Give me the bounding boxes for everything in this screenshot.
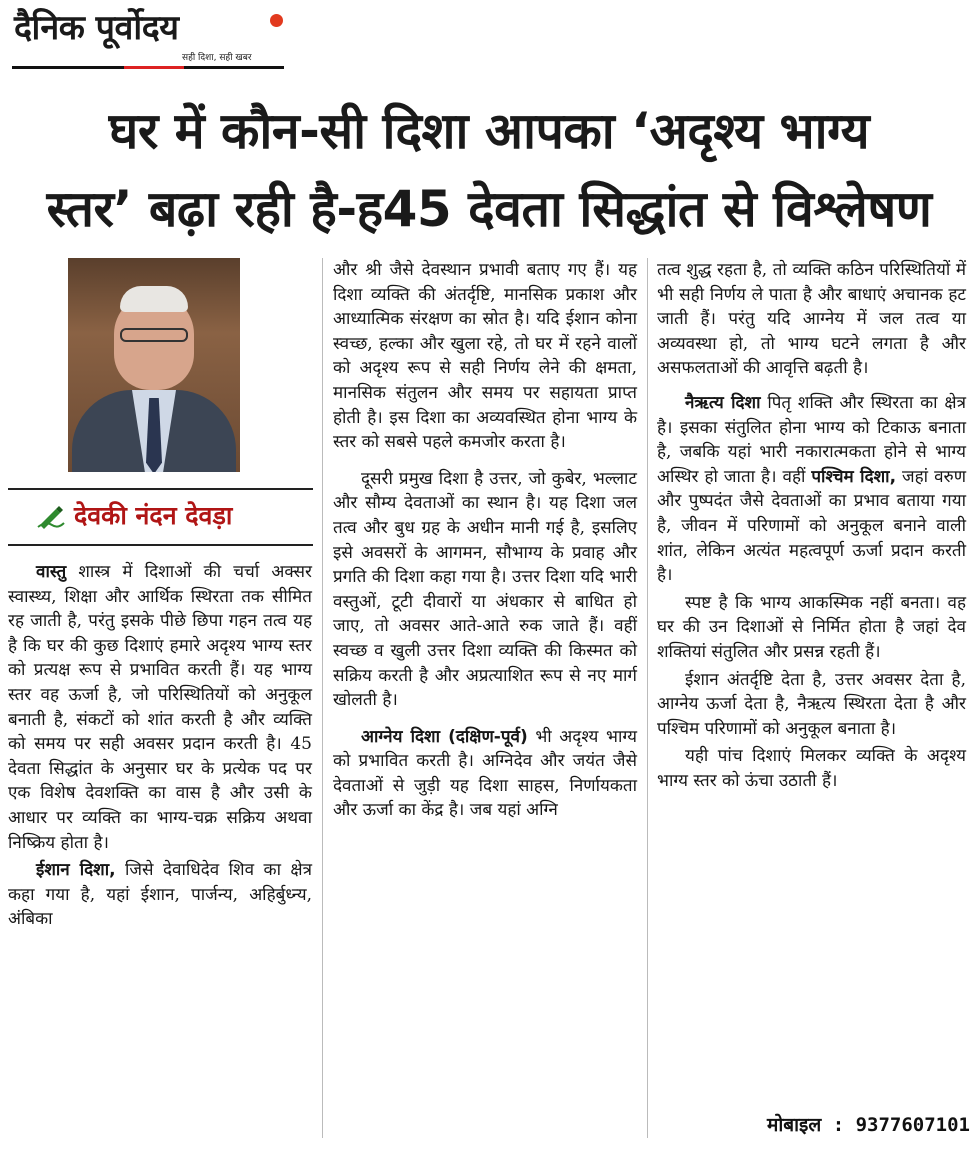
paragraph-lead: नैऋत्य दिशा bbox=[685, 392, 761, 413]
headline bbox=[8, 92, 970, 248]
article-paragraph: तत्व शुद्ध रहता है, तो व्यक्ति कठिन परिस्थितियों में भी सही निर्णय ले पाता है और बाधाएं अचानक हट जाती हैं। परंतु यदि आग्नेय में जल तत्व या अव्यवस्था हो, तो भाग्य घटने लगता है और असफलताओं की आवृत्ति बढ़ती है। bbox=[657, 260, 966, 379]
article-paragraph: दूसरी प्रमुख दिशा है उत्तर, जो कुबेर, भल्लाट और सौम्य देवताओं का स्थान है। यह दिशा जल तत्व और बुध ग्रह के अधीन मानी गई है, इसलिए इसे अवसरों के आगमन, सौभाग्य के प्रवाह और प्रगति की दिशा कहा गया है। उत्तर दिशा यदि भारी वस्तुओं, टूटी दीवारों या अंधकार से बाधित हो जाए, तो अवसर आते-आते रुक जाते हैं। वहीं स्वच्छ व खुली उत्तर दिशा व्यक्ति की किस्मत को सक्रिय करती है और अप्रत्याशित रूप से नए मार्ग खोलती है। bbox=[333, 468, 637, 711]
logo-dot-icon bbox=[270, 14, 283, 27]
byline-bottom-rule bbox=[8, 544, 313, 546]
article-paragraph: यही पांच दिशाएं मिलकर व्यक्ति के अदृश्य भाग्य स्तर को ऊंचा उठाती हैं। bbox=[657, 746, 966, 791]
contact-line bbox=[720, 1112, 970, 1138]
photo-glasses bbox=[120, 328, 188, 342]
paragraph-text: शास्त्र में दिशाओं की चर्चा अक्सर स्वास्थ्य, शिक्षा और आर्थिक स्थिरता तक सीमित रह जाती है, परंतु इसके पीछे छिपा गहन तत्व यह है कि घर की कुछ दिशाएं हमारे अदृश्य भाग्य स्तर को प्रत्यक्ष रूप से प्रभावित करती हैं। यह भाग्य स्तर वह ऊर्जा है, जो परिस्थितियों को अनुकूल बनाती है, संकटों को शांत करती है और व्यक्ति को समय पर सही अवसर प्रदान करती है। 45 देवता सिद्धांत के अनुसार घर के प्रत्येक पद पर एक विशेष देवशक्ति का वास है और उसी के आधार पर व्यक्ति का भाग्य-चक्र सक्रिय अथवा निष्क्रिय होता है। bbox=[8, 562, 312, 853]
paragraph-lead: आग्नेय दिशा (दक्षिण-पूर्व) bbox=[361, 726, 528, 747]
headline-line-1: घर में कौन-सी दिशा आपका ‘अदृश्य भाग्य bbox=[108, 102, 870, 160]
paragraph-text: जहां वरुण और पुष्पदंत जैसे देवताओं का प्रभाव बताया गया है, जीवन में परिणामों को अनुकूल बनाने वाली शांत, लेकिन अत्यंत महत्वपूर्ण ऊर्जा प्रदान करती है। bbox=[657, 466, 966, 586]
author-byline bbox=[8, 497, 313, 535]
column-divider-2 bbox=[647, 258, 648, 1138]
article-paragraph: स्पष्ट है कि भाग्य आकस्मिक नहीं बनता। वह घर की उन दिशाओं से निर्मित होता है जहां देव शक्तियां संतुलित और प्रसन्न रहती हैं। bbox=[657, 592, 966, 662]
paragraph-text: जिसे देवाधिदेव शिव का क्षेत्र कहा गया है, यहां ईशान, पार्जन्य, अहिर्बुध्न्य, अंबिका bbox=[8, 860, 312, 930]
article-paragraph bbox=[333, 725, 637, 823]
contact-number: 9377607101 bbox=[855, 1114, 970, 1136]
pen-icon bbox=[36, 503, 66, 529]
masthead-rule-accent bbox=[124, 66, 184, 69]
newspaper-logo: दैनिक पूर्वोदय bbox=[14, 8, 179, 48]
masthead-tagline: सही दिशा, सही खबर bbox=[182, 53, 252, 63]
author-name: देवकी नंदन देवड़ा bbox=[74, 501, 233, 530]
article-paragraph: ईशान अंतर्दृष्टि देता है, उत्तर अवसर देता है, आग्नेय ऊर्जा देता है, नैऋत्य स्थिरता देता है और पश्चिम परिणामों को अनुकूल बनाता है। bbox=[657, 669, 966, 739]
article-column-1 bbox=[8, 560, 312, 932]
headline-line-2: स्तर’ बढ़ा रही है-ह45 देवता सिद्धांत से विश्लेषण bbox=[46, 180, 932, 238]
paragraph-lead: पश्चिम दिशा, bbox=[811, 466, 897, 487]
article-paragraph bbox=[657, 391, 966, 588]
paragraph-text: पितृ शक्ति और स्थिरता का क्षेत्र है। इसका संतुलित होना भाग्य को टिकाऊ बनाता है, जबकि यहां भारी नकारात्मकता होने से भाग्य अस्थिर हो जाता है। वहीं bbox=[657, 392, 966, 487]
article-paragraph: और श्री जैसे देवस्थान प्रभावी बताए गए हैं। यह दिशा व्यक्ति की अंतर्दृष्टि, मानसिक प्रकाश और आध्यात्मिक संरक्षण का स्रोत है। यदि ईशान कोना स्वच्छ, हल्का और खुला रहे, तो घर में रहने वालों को अदृश्य रूप से सही निर्णय लेने की क्षमता, मानसिक संतुलन और समय पर सहायता प्राप्त होती है। इस दिशा का अव्यवस्थित होना भाग्य के स्तर को सबसे पहले कमजोर करता है। bbox=[333, 260, 637, 453]
masthead bbox=[12, 6, 284, 70]
paragraph-text: भी अदृश्य भाग्य को प्रभावित करती है। अग्निदेव और जयंत जैसे देवताओं से जुड़ी यह दिशा साहस, निर्णायकता और ऊर्जा का केंद्र है। जब यहां अग्नि bbox=[333, 726, 638, 821]
author-photo bbox=[68, 258, 240, 472]
paragraph-lead: ईशान दिशा, bbox=[36, 860, 116, 881]
byline-top-rule bbox=[8, 488, 313, 490]
article-paragraph bbox=[8, 858, 312, 932]
article-column-3 bbox=[657, 258, 966, 793]
contact-label: मोबाइल : bbox=[767, 1114, 845, 1136]
paragraph-lead: वास्तु bbox=[36, 562, 67, 582]
column-divider-1 bbox=[322, 258, 323, 1138]
article-paragraph bbox=[8, 560, 312, 855]
article-column-2 bbox=[333, 258, 637, 823]
photo-hair bbox=[120, 286, 188, 312]
